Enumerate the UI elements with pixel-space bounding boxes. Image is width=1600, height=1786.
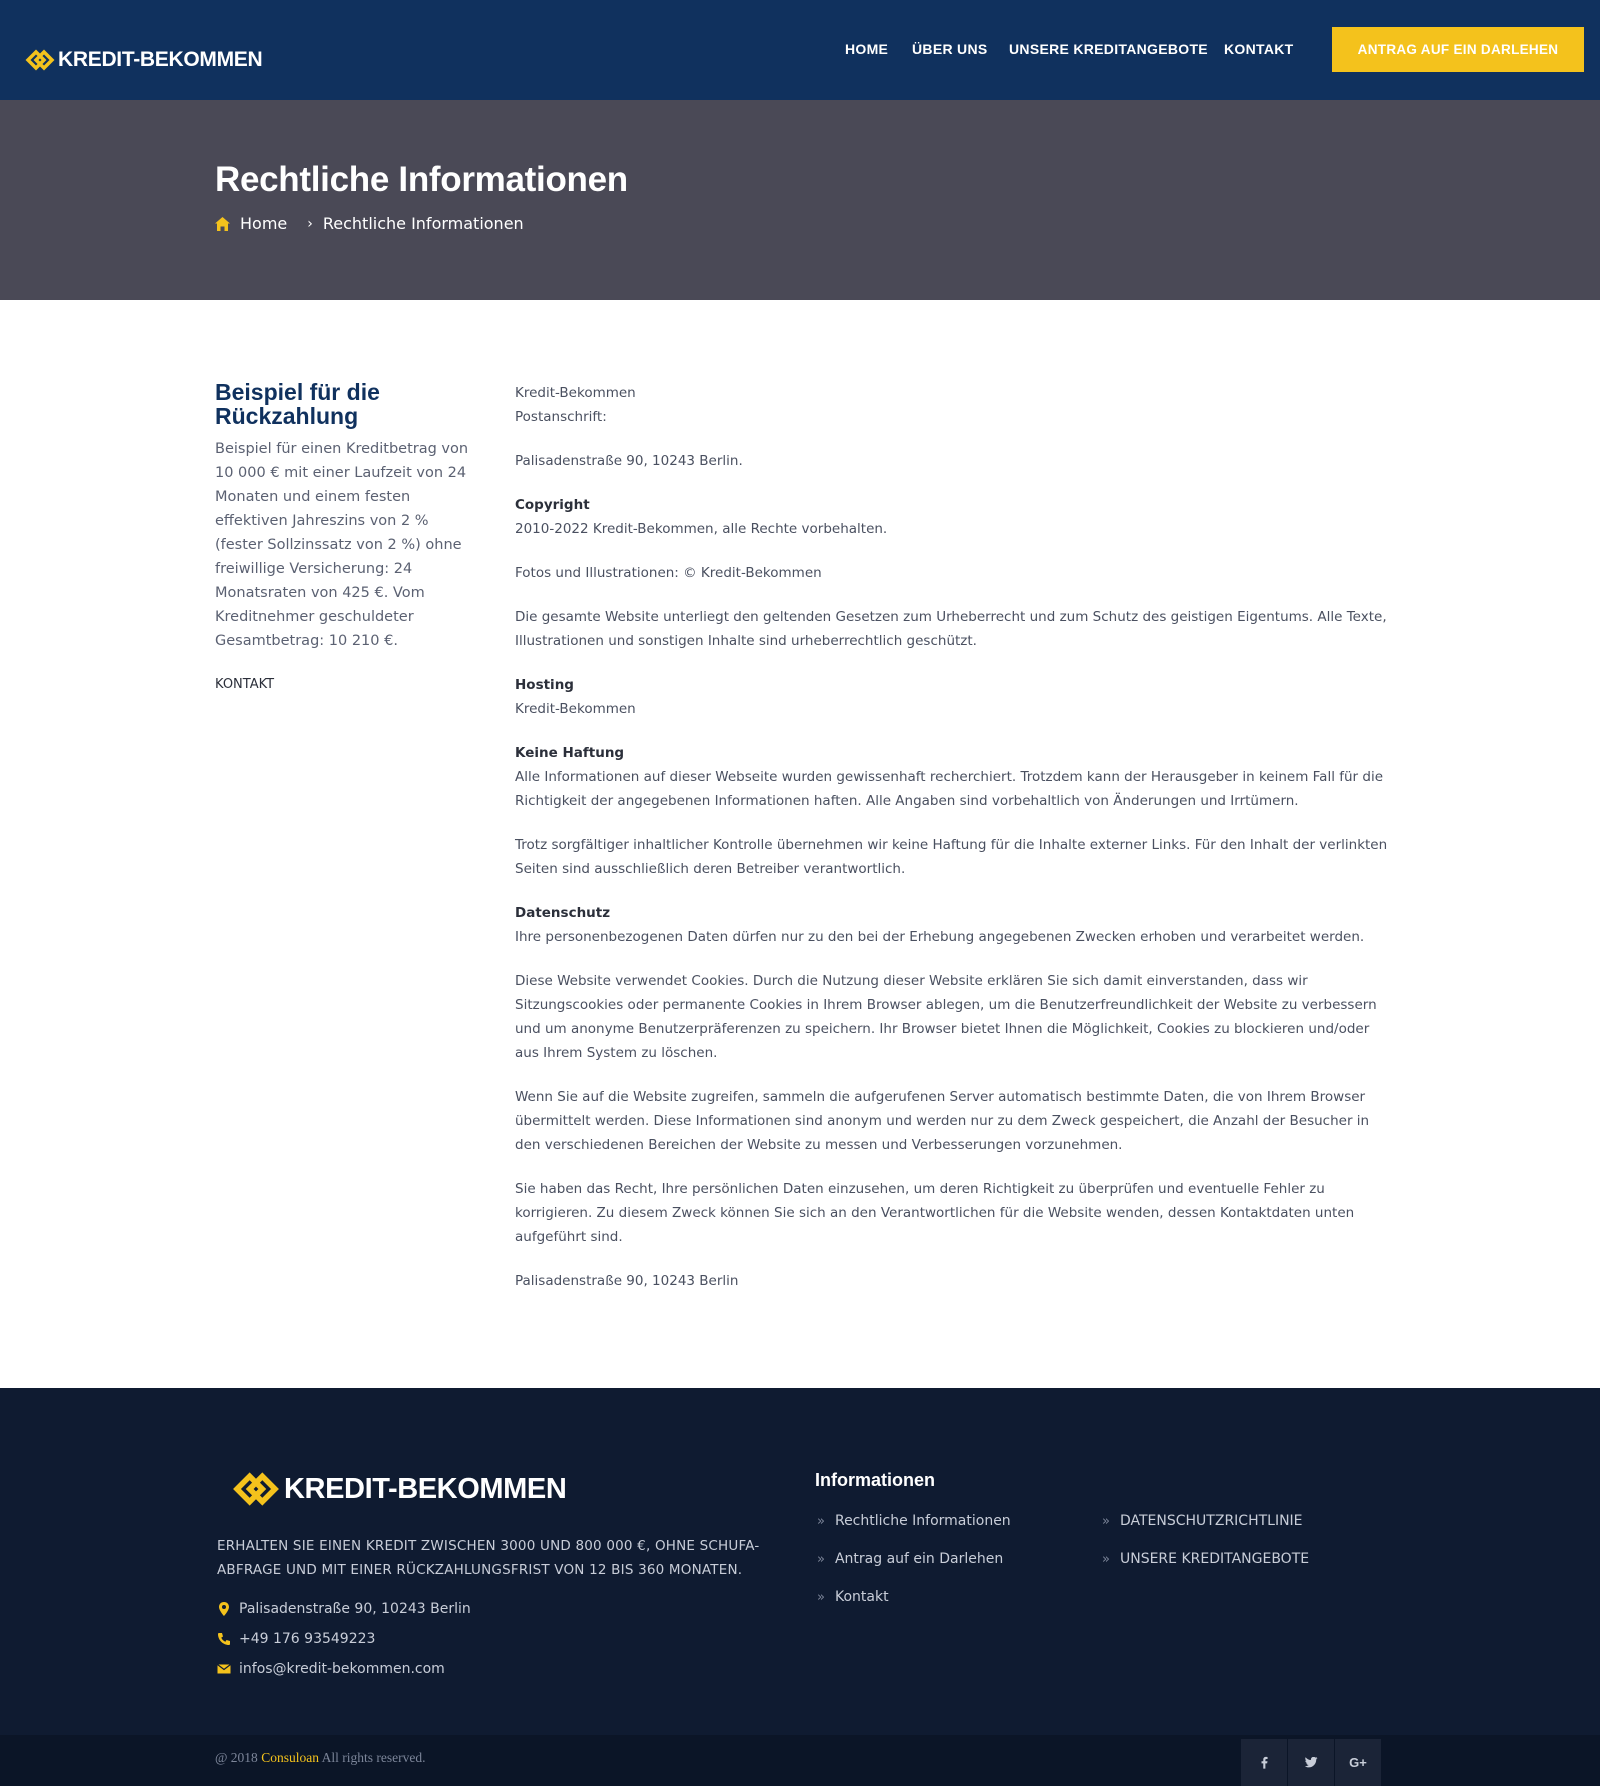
double-chevron-right-icon: » (817, 1513, 825, 1529)
envelope-icon (217, 1662, 231, 1676)
footer-phone (217, 1631, 375, 1647)
facebook-icon (1261, 1756, 1268, 1769)
footer-link-kontakt[interactable] (817, 1589, 889, 1605)
footer-info-title: Informationen (815, 1470, 935, 1490)
rights-text: Sie haben das Recht, Ihre persönlichen Daten einzusehen, um deren Richtigkeit zu überprüfen und eventuelle Fehler zu korrigieren. Zu diesem Zweck können Sie sich an den Verantwortlichen für die Website wenden, dessen Kontaktdaten unten aufgeführt sind. (515, 1181, 1355, 1245)
liability-title: Keine Haftung (515, 745, 625, 761)
footer-link-kreditangebote[interactable] (1102, 1551, 1309, 1567)
copyright-notice (215, 1750, 425, 1766)
map-marker-icon (217, 1602, 231, 1616)
twitter-button[interactable] (1288, 1739, 1334, 1786)
page-title: Rechtliche Informationen (215, 160, 628, 199)
copyright-text: 2010-2022 Kredit-Bekommen, alle Rechte vorbehalten. (515, 521, 888, 537)
double-chevron-right-icon: » (817, 1551, 825, 1567)
footer-link-label: DATENSCHUTZRICHTLINIE (1119, 1513, 1303, 1529)
apply-loan-button[interactable]: ANTRAG AUF EIN DARLEHEN (1332, 27, 1584, 72)
site-header (0, 0, 1600, 100)
external-links-text: Trotz sorgfältiger inhaltlicher Kontrolle übernehmen wir keine Haftung für die Inhalte externer Links. Für den Inhalt der verlinkten Seiten sind ausschließlich deren Betreiber verantwortlich. (515, 837, 1388, 877)
footer-logo-text: KREDIT-BEKOMMEN (284, 1472, 567, 1505)
google-plus-button[interactable] (1335, 1739, 1381, 1786)
sidebar (215, 380, 475, 692)
phone-icon (217, 1632, 231, 1646)
company-name: Kredit-Bekommen (515, 385, 636, 401)
privacy-text: Ihre personenbezogenen Daten dürfen nur zu den bei der Erhebung angegebenen Zwecken erhoben und verarbeitet werden. (515, 929, 1365, 945)
footer-description: ERHALTEN SIE EINEN KREDIT ZWISCHEN 3000 UND 800 000 €, OHNE SCHUFA-ABFRAGE UND MIT EINER RÜCKZAHLUNGSFRIST VON 12 BIS 360 MONATEN. (217, 1538, 760, 1578)
privacy-title: Datenschutz (515, 905, 611, 921)
page-title-band (0, 100, 1600, 300)
footer-email (217, 1661, 445, 1677)
copyright-title: Copyright (515, 497, 590, 513)
nav-home[interactable]: HOME (845, 41, 889, 57)
footer-address (217, 1601, 471, 1617)
postal-label: Postanschrift: (515, 409, 607, 425)
footer-link-label: Kontakt (834, 1589, 889, 1605)
footer-link-label: Antrag auf ein Darlehen (834, 1551, 1004, 1567)
home-icon (215, 217, 230, 231)
legal-content (515, 381, 1395, 1313)
postal-address: Palisadenstraße 90, 10243 Berlin. (515, 453, 743, 469)
double-chevron-right-icon: » (1102, 1513, 1110, 1529)
website-law-text: Die gesamte Website unterliegt den geltenden Gesetzen zum Urheberrecht und zum Schutz des geistigen Eigentums. Alle Texte, Illustrationen und sonstigen Inhalte sind urheberrechtlich geschützt. (515, 609, 1387, 649)
copyright-brand-link[interactable]: Consuloan (261, 1750, 319, 1765)
breadcrumb-current: Rechtliche Informationen (322, 214, 524, 233)
hosting-text: Kredit-Bekommen (515, 701, 636, 717)
sidebar-heading: Beispiel für die Rückzahlung (215, 379, 380, 429)
cookies-text: Diese Website verwendet Cookies. Durch die Nutzung dieser Website erklären Sie sich damit einverstanden, dass wir Sitzungscookies oder permanente Cookies in Ihrem Browser ablegen, um die Benutzerfreundlichkeit der Website zu verbessern und um anonyme Benutzerpräferenzen zu speichern. Ihr Browser bietet Ihnen die Möglichkeit, Cookies zu blockieren und/oder aus Ihrem System zu löschen. (515, 973, 1377, 1061)
nav-kontakt[interactable]: KONTAKT (1224, 41, 1294, 57)
footer-link-datenschutz[interactable] (1102, 1513, 1303, 1529)
nav-ueber-uns[interactable]: ÜBER UNS (912, 41, 988, 57)
footer-email-text[interactable]: infos@kredit-bekommen.com (239, 1661, 445, 1677)
sidebar-contact-link[interactable]: KONTAKT (215, 677, 275, 692)
site-footer (0, 1388, 1600, 1735)
photos-credit: Fotos und Illustrationen: © Kredit-Bekommen (515, 565, 822, 581)
double-chevron-right-icon: » (1102, 1551, 1110, 1567)
copyright-suffix: All rights reserved. (321, 1750, 426, 1765)
breadcrumb (215, 214, 524, 233)
double-chevron-right-icon: » (817, 1589, 825, 1605)
footer-phone-text[interactable]: +49 176 93549223 (239, 1631, 376, 1647)
google-plus-icon: G+ (1349, 1755, 1367, 1770)
liability-text: Alle Informationen auf dieser Webseite wurden gewissenhaft recherchiert. Trotzdem kann der Herausgeber in keinem Fall für die Richtigkeit der angegebenen Informationen haften. Alle Angaben sind vorbehaltlich von Änderungen und Irrtümern. (515, 769, 1384, 809)
breadcrumb-home[interactable]: Home (240, 214, 288, 233)
copyright-prefix: @ 2018 (215, 1750, 258, 1765)
sidebar-text: Beispiel für einen Kreditbetrag von 10 000 € mit einer Laufzeit von 24 Monaten und einem festen effektiven Jahreszins von 2 % (fester Sollzinssatz von 2 %) ohne freiwillige Versicherung: 24 Monatsraten von 425 €. Vom Kreditnehmer geschuldeter Gesamtbetrag: 10 210 €. (215, 441, 469, 649)
final-address: Palisadenstraße 90, 10243 Berlin (515, 1273, 739, 1289)
facebook-button[interactable] (1241, 1739, 1287, 1786)
nav-kreditangebote[interactable]: UNSERE KREDITANGEBOTE (1009, 41, 1208, 57)
footer-link-label: Rechtliche Informationen (834, 1513, 1011, 1529)
logo-icon (230, 1470, 282, 1508)
footer-link-antrag[interactable] (817, 1551, 1003, 1567)
hosting-title: Hosting (515, 677, 574, 693)
twitter-icon (1305, 1757, 1318, 1768)
logo-text: KREDIT-BEKOMMEN (58, 48, 263, 71)
footer-address-text: Palisadenstraße 90, 10243 Berlin (239, 1601, 471, 1617)
footer-bottom-bar (0, 1735, 1600, 1786)
footer-logo[interactable] (230, 1470, 566, 1508)
servers-text: Wenn Sie auf die Website zugreifen, sammeln die aufgerufenen Server automatisch bestimmte Daten, die von Ihrem Browser übermittelt werden. Diese Informationen sind anonym und werden nur zu dem Zweck gespeichert, die Anzahl der Besucher in den verschiedenen Bereichen der Website zu messen und Verbesserungen vorzunehmen. (515, 1089, 1370, 1153)
footer-link-label: UNSERE KREDITANGEBOTE (1119, 1551, 1310, 1567)
footer-link-rechtliche-informationen[interactable] (817, 1513, 1011, 1529)
chevron-right-icon: › (307, 215, 313, 232)
